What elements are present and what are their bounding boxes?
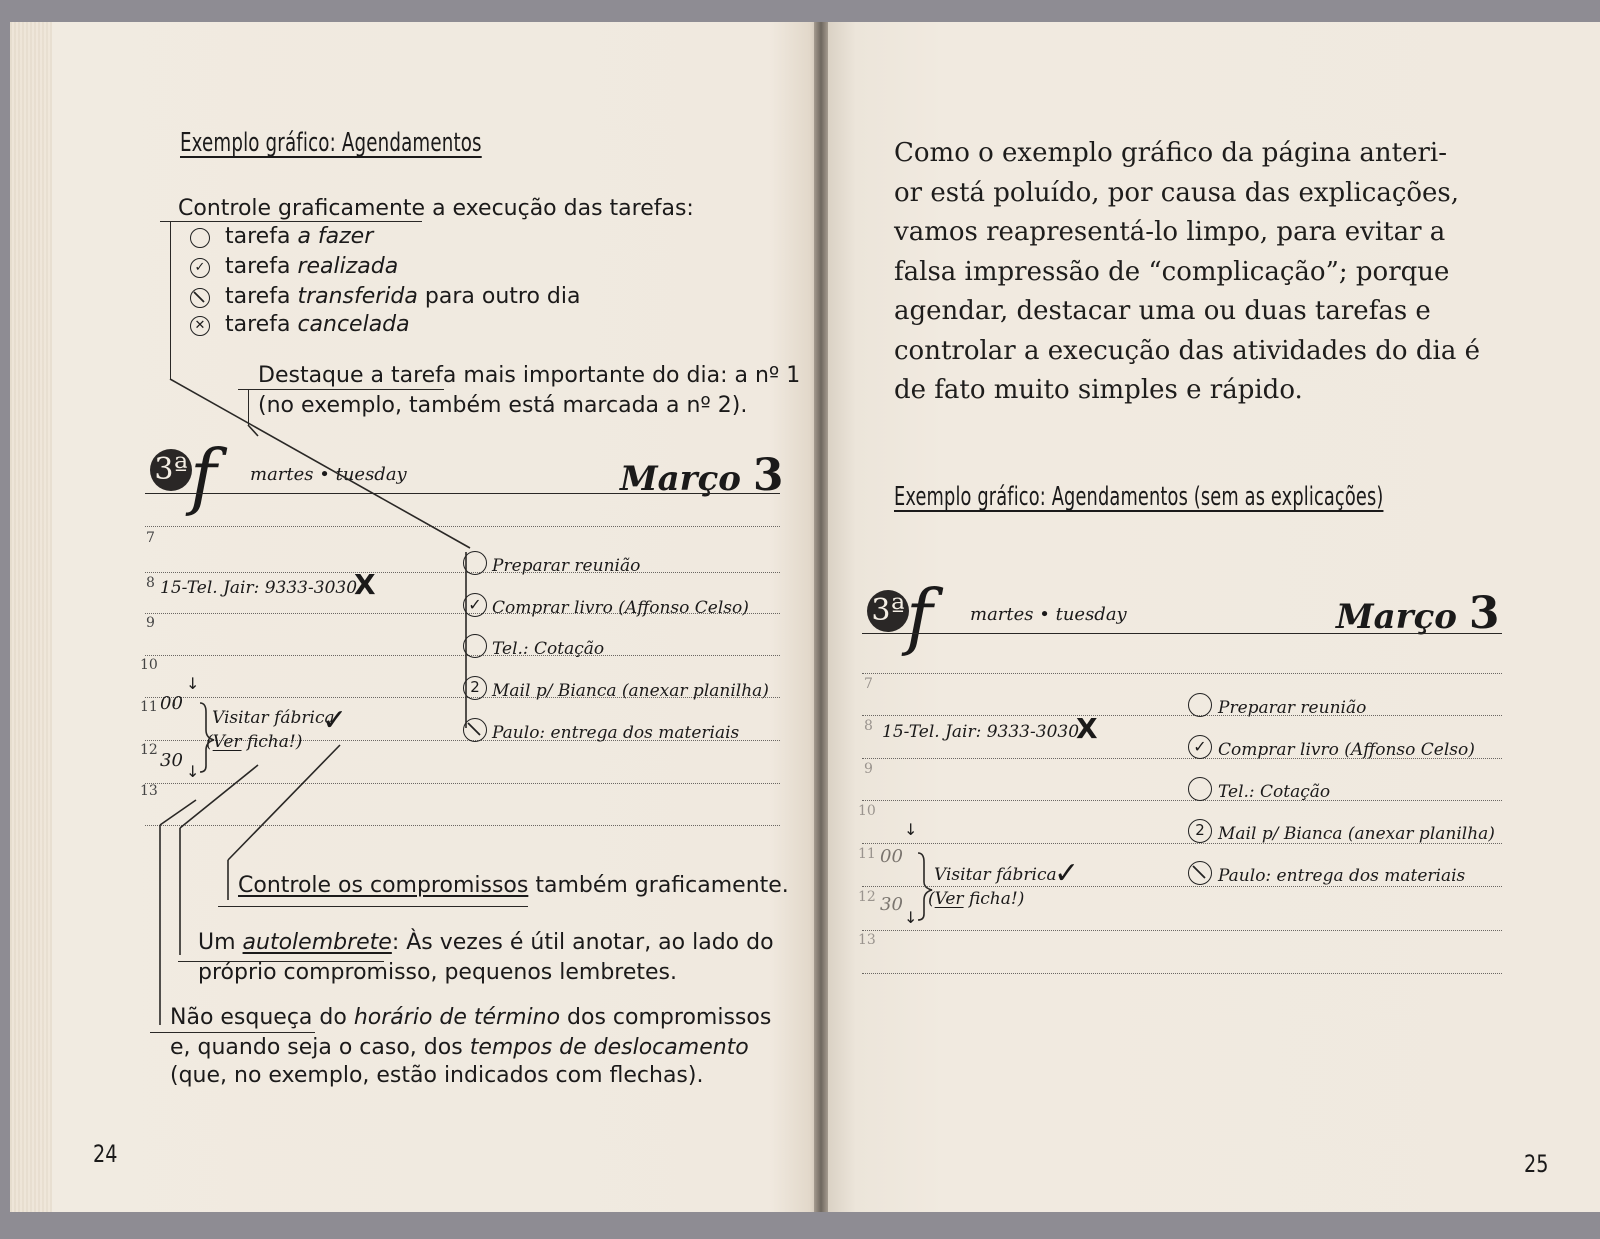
task-text: Mail p/ Bianca (anexar planilha) xyxy=(1218,824,1495,844)
hour-label: 11 xyxy=(858,846,876,862)
weekday-badge: 3ª xyxy=(867,590,909,632)
paragraph-line: falsa impressão de “complicação”; porque xyxy=(894,256,1450,287)
highlight-note-line2: (no exemplo, também está marcada a nº 2). xyxy=(258,393,748,418)
highlight-note-rest: mais importante do dia: a nº 1 xyxy=(463,363,801,388)
visit-check-mark: ✓ xyxy=(322,703,348,738)
weekday-letter: f xyxy=(906,574,933,658)
visit-end-time: 30 xyxy=(880,894,903,915)
task-text: Tel.: Cotação xyxy=(492,639,605,659)
note-commitments-rest: também graficamente. xyxy=(535,873,789,898)
paragraph-line: Como o exemplo gráfico da página anteri- xyxy=(894,138,1448,168)
legend-intro-label: Controle graficamente xyxy=(178,196,426,221)
hour-label: 10 xyxy=(140,657,158,673)
note-end-italic: horário de término xyxy=(353,1005,561,1030)
note-end-part: do xyxy=(319,1005,347,1030)
note-reminder-label: Um xyxy=(198,930,236,955)
visit-ver: Ver xyxy=(934,889,964,909)
arrow-down-icon: ↓ xyxy=(904,908,918,927)
visit-line1: Visitar fábrica xyxy=(212,708,335,728)
paragraph-line: controlar a execução das atividades do dia é xyxy=(894,335,1480,366)
legend-word: tarefa xyxy=(225,284,291,309)
visit-rest: ficha!) xyxy=(241,732,303,752)
done-check-icon: ✓ xyxy=(190,258,210,278)
right-page-title: Exemplo gráfico: Agendamentos (sem as explicações) xyxy=(894,482,1384,512)
priority-two-icon: 2 xyxy=(1188,819,1212,843)
legend-word: tarefa xyxy=(225,224,291,249)
hour-label: 12 xyxy=(140,742,158,758)
visit-line1: Visitar fábrica xyxy=(934,865,1057,885)
visit-start-time: 00 xyxy=(880,846,903,867)
cancel-x-mark: X xyxy=(1076,712,1098,745)
arrow-down-icon: ↓ xyxy=(186,762,200,781)
day-names: martes • tuesday xyxy=(250,464,407,485)
done-check-icon: ✓ xyxy=(463,593,487,617)
arrow-down-icon: ↓ xyxy=(186,674,200,693)
task-text: Preparar reunião xyxy=(492,556,641,576)
month-name: Março xyxy=(620,459,741,499)
hour-label: 8 xyxy=(146,575,155,591)
hour-label: 10 xyxy=(858,803,876,819)
priority-two-icon: 2 xyxy=(463,676,487,700)
hour-label: 11 xyxy=(140,699,158,715)
legend-state: a fazer xyxy=(297,224,374,249)
note-end-label: Não esqueça xyxy=(170,1005,313,1030)
visit-start-time: 00 xyxy=(160,693,183,714)
note-reminder-line2: próprio compromisso, pequenos lembretes. xyxy=(198,960,678,985)
note-end-part: e, quando seja o caso, dos xyxy=(170,1035,463,1060)
day-names: martes • tuesday xyxy=(970,604,1127,625)
hour-label: 7 xyxy=(864,676,873,692)
weekday-badge: 3ª xyxy=(150,449,192,491)
highlight-note-label: Destaque a tarefa xyxy=(258,363,457,388)
legend-state: cancelada xyxy=(297,312,410,337)
task-text: Mail p/ Bianca (anexar planilha) xyxy=(492,681,769,701)
visit-paren: ( xyxy=(928,889,935,909)
note-reminder-term: autolembrete xyxy=(242,930,392,955)
task-text: Tel.: Cotação xyxy=(1218,782,1331,802)
task-text: Comprar livro (Affonso Celso) xyxy=(1218,740,1475,760)
left-page-title: Exemplo gráfico: Agendamentos xyxy=(180,128,482,158)
hour-label: 9 xyxy=(146,615,155,631)
visit-rest: ficha!) xyxy=(963,889,1025,909)
task-text: Comprar livro (Affonso Celso) xyxy=(492,598,749,618)
note-commitments-label: Controle os compromissos xyxy=(238,873,529,898)
task-text: Paulo: entrega dos materiais xyxy=(492,723,740,743)
legend-intro-rest: a execução das tarefas: xyxy=(432,196,694,221)
paragraph-line: agendar, destacar uma ou duas tarefas e xyxy=(894,296,1431,326)
hour-label: 12 xyxy=(858,889,876,905)
page-number-right: 25 xyxy=(1524,1150,1549,1178)
hour-label: 7 xyxy=(146,530,155,546)
legend-word: tarefa xyxy=(225,312,291,337)
cancel-x-mark: X xyxy=(354,568,376,601)
hour-label: 8 xyxy=(864,718,873,734)
month-name: Março xyxy=(1336,597,1457,637)
hour-label: 13 xyxy=(858,932,876,948)
task-text: Paulo: entrega dos materiais xyxy=(1218,866,1466,886)
day-number: 3 xyxy=(752,450,784,501)
legend-state: transferida xyxy=(297,284,418,309)
note-end-italic: tempos de deslocamento xyxy=(469,1035,749,1060)
appointment-tel: 15-Tel. Jair: 9333-3030 xyxy=(882,722,1080,742)
hour-label: 13 xyxy=(140,783,158,799)
note-reminder-rest: : Às vezes é útil anotar, ao lado do xyxy=(391,930,774,955)
cancelled-x-icon: ✕ xyxy=(190,316,210,336)
visit-check-mark: ✓ xyxy=(1054,856,1080,891)
page-number-left: 24 xyxy=(93,1140,118,1168)
hour-label: 9 xyxy=(864,761,873,777)
paragraph-line: vamos reapresentá-lo limpo, para evitar a xyxy=(894,217,1446,247)
legend-suffix: para outro dia xyxy=(424,284,581,309)
note-end-part: dos compromissos xyxy=(567,1005,772,1030)
paragraph-line: de fato muito simples e rápido. xyxy=(894,375,1303,405)
legend-state: realizada xyxy=(297,254,399,279)
appointment-tel: 15-Tel. Jair: 9333-3030 xyxy=(160,578,358,598)
paragraph-line: or está poluído, por causa das explicações, xyxy=(894,177,1460,208)
legend-word: tarefa xyxy=(225,254,291,279)
arrow-down-icon: ↓ xyxy=(904,820,918,839)
weekday-letter: f xyxy=(190,434,217,518)
done-check-icon: ✓ xyxy=(1188,735,1212,759)
note-end-time-line3: (que, no exemplo, estão indicados com flechas). xyxy=(170,1063,704,1088)
day-number: 3 xyxy=(1468,588,1500,639)
visit-paren: ( xyxy=(206,732,213,752)
task-text: Preparar reunião xyxy=(1218,698,1367,718)
visit-ver: Ver xyxy=(212,732,242,752)
visit-end-time: 30 xyxy=(160,750,183,771)
